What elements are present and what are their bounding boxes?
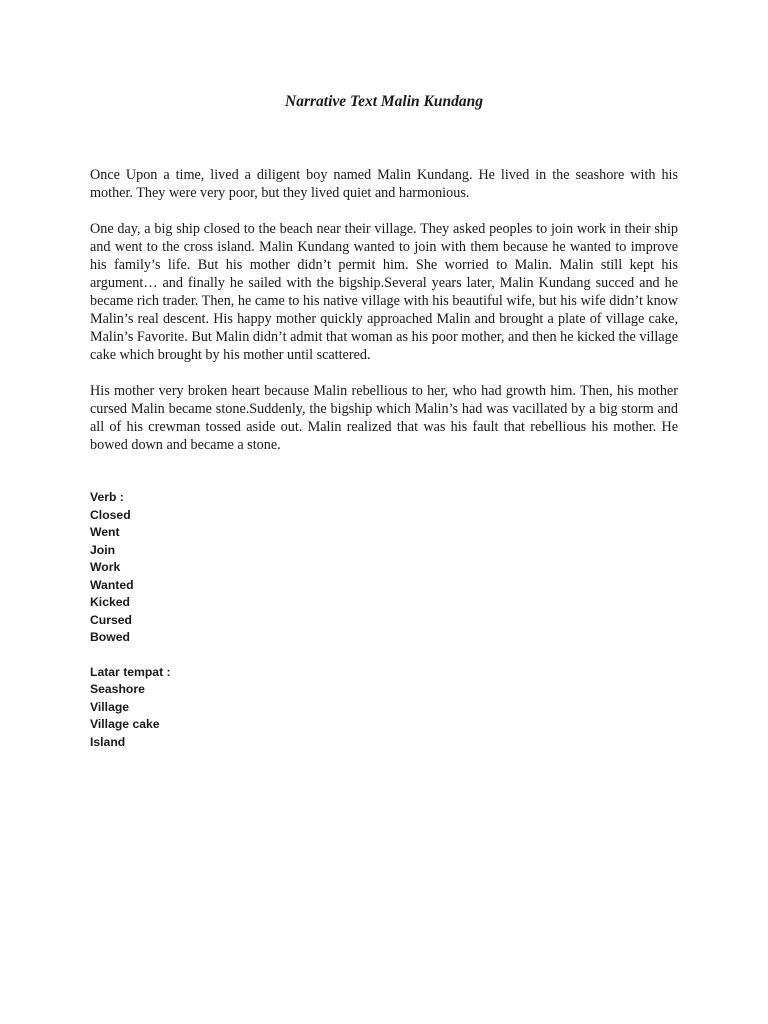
setting-item: Island xyxy=(90,734,126,749)
story-paragraph-2: One day, a big ship closed to the beach near their village. They asked peoples to join work in their ship and went to the cross island. Malin Kundang wanted to join with them because he wanted to improve his family’s life. But his mother didn’t permit him. She worried to Malin. Malin still kept his argument… and finally he sailed with the bigship.Several years later, Malin Kundang succed and he became rich trader. Then, he came to his native village with his beautiful wife, but his wife didn’t know Malin’s real descent. His happy mother quickly approached Malin and brought a plate of village cake, Malin’s Favorite. But Malin didn’t admit that woman as his poor mother, and then he kicked the village cake which brought by his mother until scattered. xyxy=(90,221,678,363)
verb-item: Cursed xyxy=(90,612,132,627)
verb-item: Went xyxy=(90,525,120,539)
verb-item: Closed xyxy=(90,507,131,522)
setting-list xyxy=(90,664,390,752)
verb-item: Work xyxy=(90,560,121,574)
verb-item: Wanted xyxy=(90,577,134,592)
verb-list-heading: Verb : xyxy=(90,490,124,504)
setting-item: Seashore xyxy=(90,682,145,696)
story-paragraph-1: Once Upon a time, lived a diligent boy named Malin Kundang. He lived in the seashore with his mother. They were very poor, but they lived quiet and harmonious. xyxy=(90,167,678,201)
setting-item: Village xyxy=(90,699,130,714)
verb-item: Bowed xyxy=(90,630,130,644)
setting-list-heading: Latar tempat : xyxy=(90,664,171,679)
verb-item: Kicked xyxy=(90,595,130,609)
page-title: Narrative Text Malin Kundang xyxy=(285,93,483,110)
story-paragraph-3: His mother very broken heart because Malin rebellious to her, who had growth him. Then, his mother cursed Malin became stone.Suddenly, the bigship which Malin’s had was vacillated by a big storm and all of his crewman tossed aside out. Malin realized that was his fault that rebellious his mother. He bowed down and became a stone. xyxy=(90,383,678,453)
word-lists xyxy=(90,489,390,768)
verb-item: Join xyxy=(90,542,116,557)
story-body xyxy=(90,166,678,472)
setting-item: Village cake xyxy=(90,717,160,731)
verb-list xyxy=(90,489,390,647)
